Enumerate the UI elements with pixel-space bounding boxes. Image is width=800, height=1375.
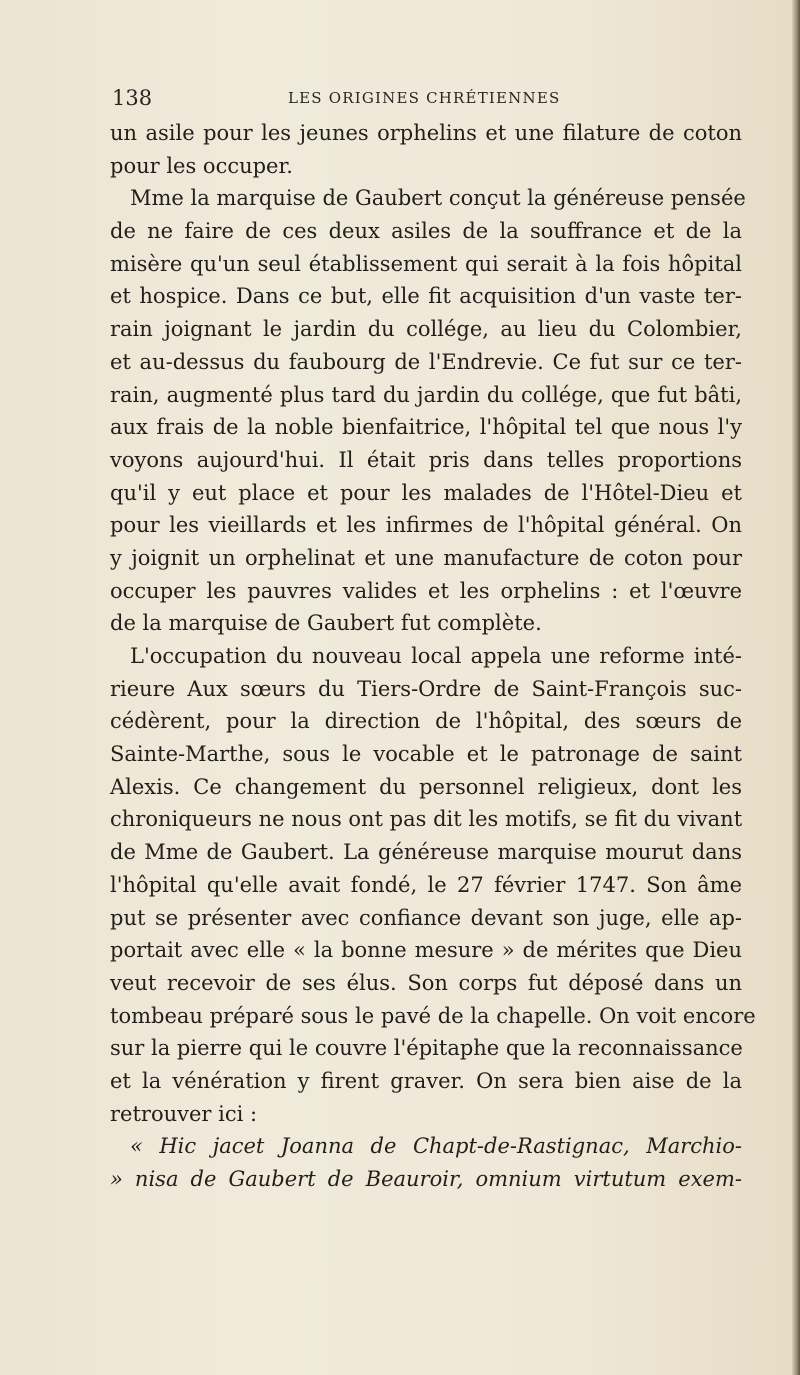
text-line: de ne faire de ces deux asiles de la souffrance et de la: [110, 219, 742, 244]
text-line: pour les vieillards et les infirmes de l'hôpital général. On: [110, 513, 742, 538]
text-line: et la vénération y firent graver. On sera bien aise de la: [110, 1068, 742, 1093]
text-line: occuper les pauvres valides et les orphelins : et l'œuvre: [110, 578, 742, 603]
text-line: retrouver ici :: [110, 1101, 258, 1126]
text-line: Mme la marquise de Gaubert conçut la généreuse pensée: [130, 186, 746, 211]
page-number: 138: [112, 86, 153, 110]
text-line: rain, augmenté plus tard du jardin du collége, que fut bâti,: [110, 382, 742, 407]
text-line: sur la pierre qui le couvre l'épitaphe que la reconnaissance: [110, 1036, 743, 1061]
text-line: de Mme de Gaubert. La généreuse marquise mourut dans: [110, 840, 742, 865]
page-header: [110, 86, 740, 116]
text-line: veut recevoir de ses élus. Son corps fut déposé dans un: [110, 970, 742, 995]
text-line: Sainte-Marthe, sous le vocable et le patronage de saint: [110, 742, 742, 767]
text-line: misère qu'un seul établissement qui serait à la fois hôpital: [110, 251, 742, 276]
text-line: y joignit un orphelinat et une manufacture de coton pour: [110, 545, 742, 570]
text-line: de la marquise de Gaubert fut complète.: [110, 611, 542, 636]
text-line: rain joignant le jardin du collége, au lieu du Colombier,: [110, 317, 742, 342]
text-line: qu'il y eut place et pour les malades de l'Hôtel-Dieu et: [110, 480, 742, 505]
text-line: pour les occuper.: [110, 153, 293, 178]
text-line: L'occupation du nouveau local appela une reforme inté-: [130, 644, 742, 668]
text-line: put se présenter avec confiance devant son juge, elle ap-: [110, 905, 742, 930]
text-line: « Hic jacet Joanna de Chapt-de-Rastignac, Marchio-: [130, 1134, 742, 1159]
text-line: » nisa de Gaubert de Beauroir, omnium virtutum exem-: [110, 1167, 742, 1191]
text-line: aux frais de la noble bienfaitrice, l'hôpital tel que nous l'y: [110, 415, 742, 440]
text-line: chroniqueurs ne nous ont pas dit les motifs, se fit du vivant: [110, 807, 743, 832]
running-title: LES ORIGINES CHRÉTIENNES: [288, 89, 561, 107]
body-text: [110, 117, 756, 1196]
text-line: voyons aujourd'hui. Il était pris dans telles proportions: [110, 447, 742, 472]
text-line: cédèrent, pour la direction de l'hôpital, des sœurs de: [110, 709, 742, 734]
page-edge: [792, 0, 800, 1375]
text-line: un asile pour les jeunes orphelins et une filature de coton: [110, 121, 742, 145]
text-line: l'hôpital qu'elle avait fondé, le 27 février 1747. Son âme: [110, 872, 742, 897]
text-line: tombeau préparé sous le pavé de la chapelle. On voit encore: [110, 1003, 756, 1028]
text-line: et hospice. Dans ce but, elle fit acquisition d'un vaste ter-: [110, 284, 742, 309]
text-line: Alexis. Ce changement du personnel religieux, dont les: [110, 774, 742, 799]
text-line: rieure Aux sœurs du Tiers-Ordre de Saint-François suc-: [110, 676, 742, 701]
text-line: et au-dessus du faubourg de l'Endrevie. Ce fut sur ce ter-: [110, 349, 742, 374]
text-line: portait avec elle « la bonne mesure » de mérites que Dieu: [110, 938, 742, 963]
